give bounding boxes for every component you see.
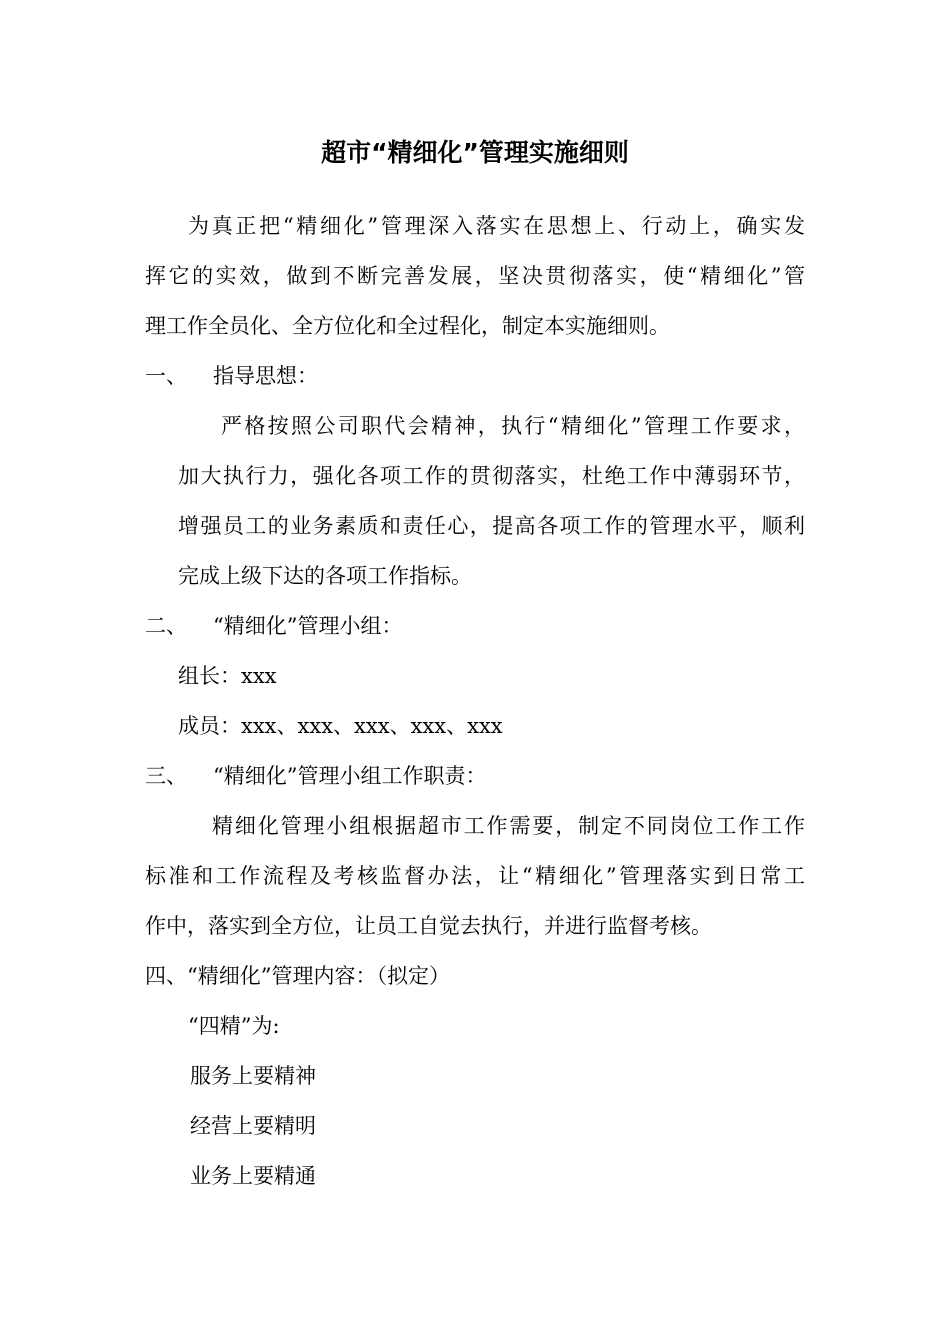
group-members: 成员：xxx、xxx、xxx、xxx、xxx [178,714,503,738]
section-2-heading [145,611,402,641]
intro-line-1: 为真正把“精细化”管理深入落实在思想上、行动上，确实发 [188,214,805,238]
document-title: 超市“精细化”管理实施细则 [321,138,629,167]
section-3-line-2: 标准和工作流程及考核监督办法，让“精细化”管理落实到日常工 [145,864,805,888]
four-jing-label: “四精”为: [188,1014,280,1038]
section-2-title: “精细化”管理小组： [213,614,403,638]
four-jing-item-2: 经营上要精明 [190,1114,316,1138]
section-3-title: “精细化”管理小组工作职责： [213,764,487,788]
section-1-heading [145,361,318,391]
four-jing-item-1: 服务上要精神 [190,1064,316,1088]
section-3-line-1: 精细化管理小组根据超市工作需要，制定不同岗位工作工作 [212,814,805,838]
section-1-line-4: 完成上级下达的各项工作指标。 [178,564,472,588]
section-1-line-1: 严格按照公司职代会精神，执行“精细化”管理工作要求， [221,414,805,438]
intro-line-2: 挥它的实效，做到不断完善发展，坚决贯彻落实，使“精细化”管 [145,264,805,288]
section-1-line-2: 加大执行力，强化各项工作的贯彻落实，杜绝工作中薄弱环节， [178,464,805,488]
section-3-number: 三、 [145,764,187,788]
section-1-title: 指导思想： [213,364,318,388]
four-jing-item-3: 业务上要精通 [190,1164,316,1188]
section-3-line-3: 作中，落实到全方位，让员工自觉去执行，并进行监督考核。 [145,914,712,938]
section-4-heading: 四、“精细化”管理内容：（拟定） [145,964,450,988]
intro-line-3: 理工作全员化、全方位化和全过程化，制定本实施细则。 [145,314,670,338]
section-2-number: 二、 [145,614,187,638]
section-1-number: 一、 [145,364,187,388]
group-leader: 组长：xxx [178,664,277,688]
section-3-heading [145,761,486,791]
section-1-line-3: 增强员工的业务素质和责任心，提高各项工作的管理水平，顺利 [178,514,805,538]
